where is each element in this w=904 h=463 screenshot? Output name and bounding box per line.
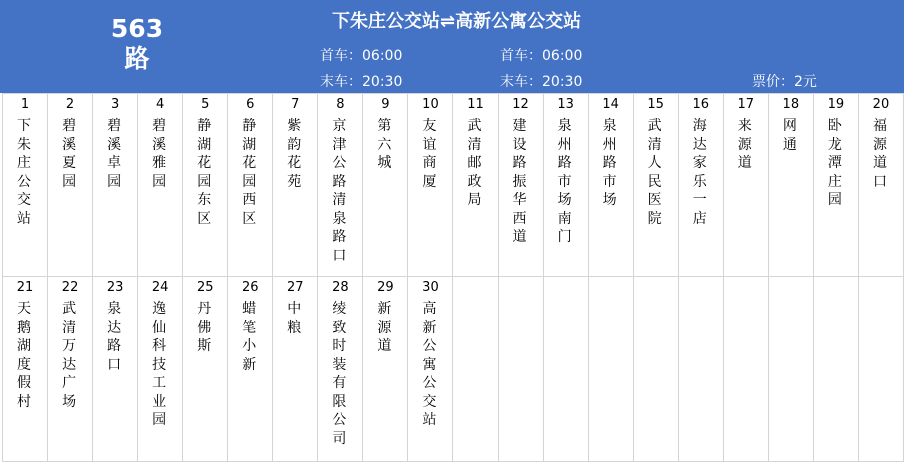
station-cell — [498, 94, 543, 277]
station-cell — [3, 277, 48, 462]
last-bus-time-inbound: 末车：20:30 — [500, 74, 583, 90]
station-name: 静湖花园东区 — [197, 118, 212, 227]
station-index: 4 — [156, 97, 165, 112]
station-cell — [273, 277, 318, 462]
station-cell — [48, 94, 93, 277]
station-cell — [588, 94, 633, 277]
station-name: 海达家乐一店 — [692, 118, 707, 227]
station-name: 网通 — [782, 118, 797, 153]
station-index: 16 — [692, 97, 709, 112]
station-index: 20 — [872, 97, 890, 112]
station-cell — [48, 277, 93, 462]
station-index: 10 — [422, 97, 439, 112]
station-index: 25 — [196, 280, 214, 295]
empty-cell — [813, 277, 858, 462]
station-cell — [228, 94, 273, 277]
station-index: 26 — [241, 280, 259, 295]
station-cell — [138, 277, 183, 462]
station-cell — [408, 277, 453, 462]
station-name: 中粮 — [287, 301, 302, 336]
first-bus-time-outbound: 首车：06:00 — [320, 48, 403, 64]
station-name: 武清邮政局 — [467, 118, 482, 208]
station-index: 9 — [381, 97, 390, 112]
station-name: 福源道口 — [872, 118, 887, 190]
station-cell — [363, 277, 408, 462]
station-cell — [723, 94, 768, 277]
station-name: 建设路振华西道 — [512, 118, 527, 245]
station-name: 碧溪卓园 — [107, 118, 122, 190]
station-index: 14 — [602, 97, 619, 112]
station-cell — [318, 94, 363, 277]
station-name: 天鹅湖度假村 — [17, 301, 32, 410]
station-name: 紫韵花苑 — [287, 118, 302, 190]
empty-cell — [678, 277, 723, 462]
station-cell — [183, 277, 228, 462]
station-index: 13 — [557, 97, 574, 112]
station-cell — [273, 94, 318, 277]
station-name: 碧溪夏园 — [62, 118, 77, 190]
station-cell — [543, 94, 588, 277]
station-name: 丹佛斯 — [197, 301, 212, 354]
station-name: 来源道 — [737, 118, 752, 171]
station-row — [3, 94, 904, 277]
route-title: 下朱庄公交站⇌高新公寓公交站 — [332, 11, 582, 32]
empty-cell — [543, 277, 588, 462]
station-cell — [318, 277, 363, 462]
station-index: 8 — [336, 97, 345, 112]
station-cell — [633, 94, 678, 277]
station-cell — [93, 94, 138, 277]
station-index: 22 — [61, 280, 79, 295]
station-cell — [813, 94, 858, 277]
station-index: 17 — [737, 97, 755, 112]
station-index: 6 — [246, 97, 255, 112]
empty-cell — [588, 277, 633, 462]
station-index: 30 — [422, 280, 439, 295]
empty-cell — [498, 277, 543, 462]
station-cell — [408, 94, 453, 277]
station-name: 下朱庄公交站 — [17, 118, 32, 227]
station-cell — [363, 94, 408, 277]
first-bus-time-inbound: 首车：06:00 — [500, 48, 583, 64]
station-index: 27 — [287, 280, 304, 295]
station-name: 绫致时装有限公司 — [332, 301, 347, 447]
fare-label: 票价：2元 — [752, 74, 817, 90]
station-cell — [768, 94, 813, 277]
last-bus-time-outbound: 末车：20:30 — [320, 74, 403, 90]
station-index: 18 — [782, 97, 800, 112]
station-cell — [228, 277, 273, 462]
station-name: 卧龙潭庄园 — [827, 118, 842, 208]
station-name: 泉州路市场南门 — [557, 118, 572, 245]
station-name: 武清万达广场 — [62, 301, 77, 410]
station-index: 11 — [467, 97, 484, 112]
route-number — [92, 14, 182, 74]
station-name: 京津公路清泉路口 — [332, 118, 347, 264]
station-index: 29 — [377, 280, 394, 295]
station-index: 5 — [201, 97, 210, 112]
station-cell — [3, 94, 48, 277]
route-number-digits: 563 — [110, 14, 164, 43]
station-name: 逸仙科技工业园 — [152, 301, 167, 428]
station-index: 7 — [291, 97, 300, 112]
station-name: 静湖花园西区 — [242, 118, 257, 227]
station-index: 3 — [110, 97, 120, 112]
station-index: 1 — [20, 97, 30, 112]
station-index: 28 — [332, 280, 349, 295]
station-index: 19 — [827, 97, 845, 112]
route-header — [0, 0, 904, 93]
station-name: 友谊商厦 — [422, 118, 437, 190]
station-cell — [183, 94, 228, 277]
station-grid-body — [3, 94, 904, 462]
station-index: 23 — [106, 280, 124, 295]
station-cell — [138, 94, 183, 277]
station-index: 21 — [16, 280, 34, 295]
station-cell — [858, 94, 903, 277]
station-name: 武清人民医院 — [647, 118, 662, 227]
empty-cell — [768, 277, 813, 462]
station-name: 蜡笔小新 — [242, 301, 257, 373]
station-row — [3, 277, 904, 462]
station-name: 碧溪雅园 — [152, 118, 167, 190]
station-index: 12 — [512, 97, 529, 112]
station-name: 新源道 — [377, 301, 392, 354]
empty-cell — [723, 277, 768, 462]
station-cell — [678, 94, 723, 277]
empty-cell — [858, 277, 903, 462]
station-cell — [93, 277, 138, 462]
station-cell — [453, 94, 498, 277]
station-index: 24 — [151, 280, 169, 295]
station-name: 泉州路市场 — [602, 118, 617, 208]
empty-cell — [453, 277, 498, 462]
station-index: 2 — [65, 97, 75, 112]
route-number-suffix: 路 — [124, 44, 150, 73]
station-grid — [2, 93, 904, 462]
station-name: 泉达路口 — [107, 301, 122, 373]
station-name: 高新公寓公交站 — [422, 301, 437, 428]
empty-cell — [633, 277, 678, 462]
station-index: 15 — [647, 97, 664, 112]
station-name: 第六城 — [377, 118, 392, 171]
